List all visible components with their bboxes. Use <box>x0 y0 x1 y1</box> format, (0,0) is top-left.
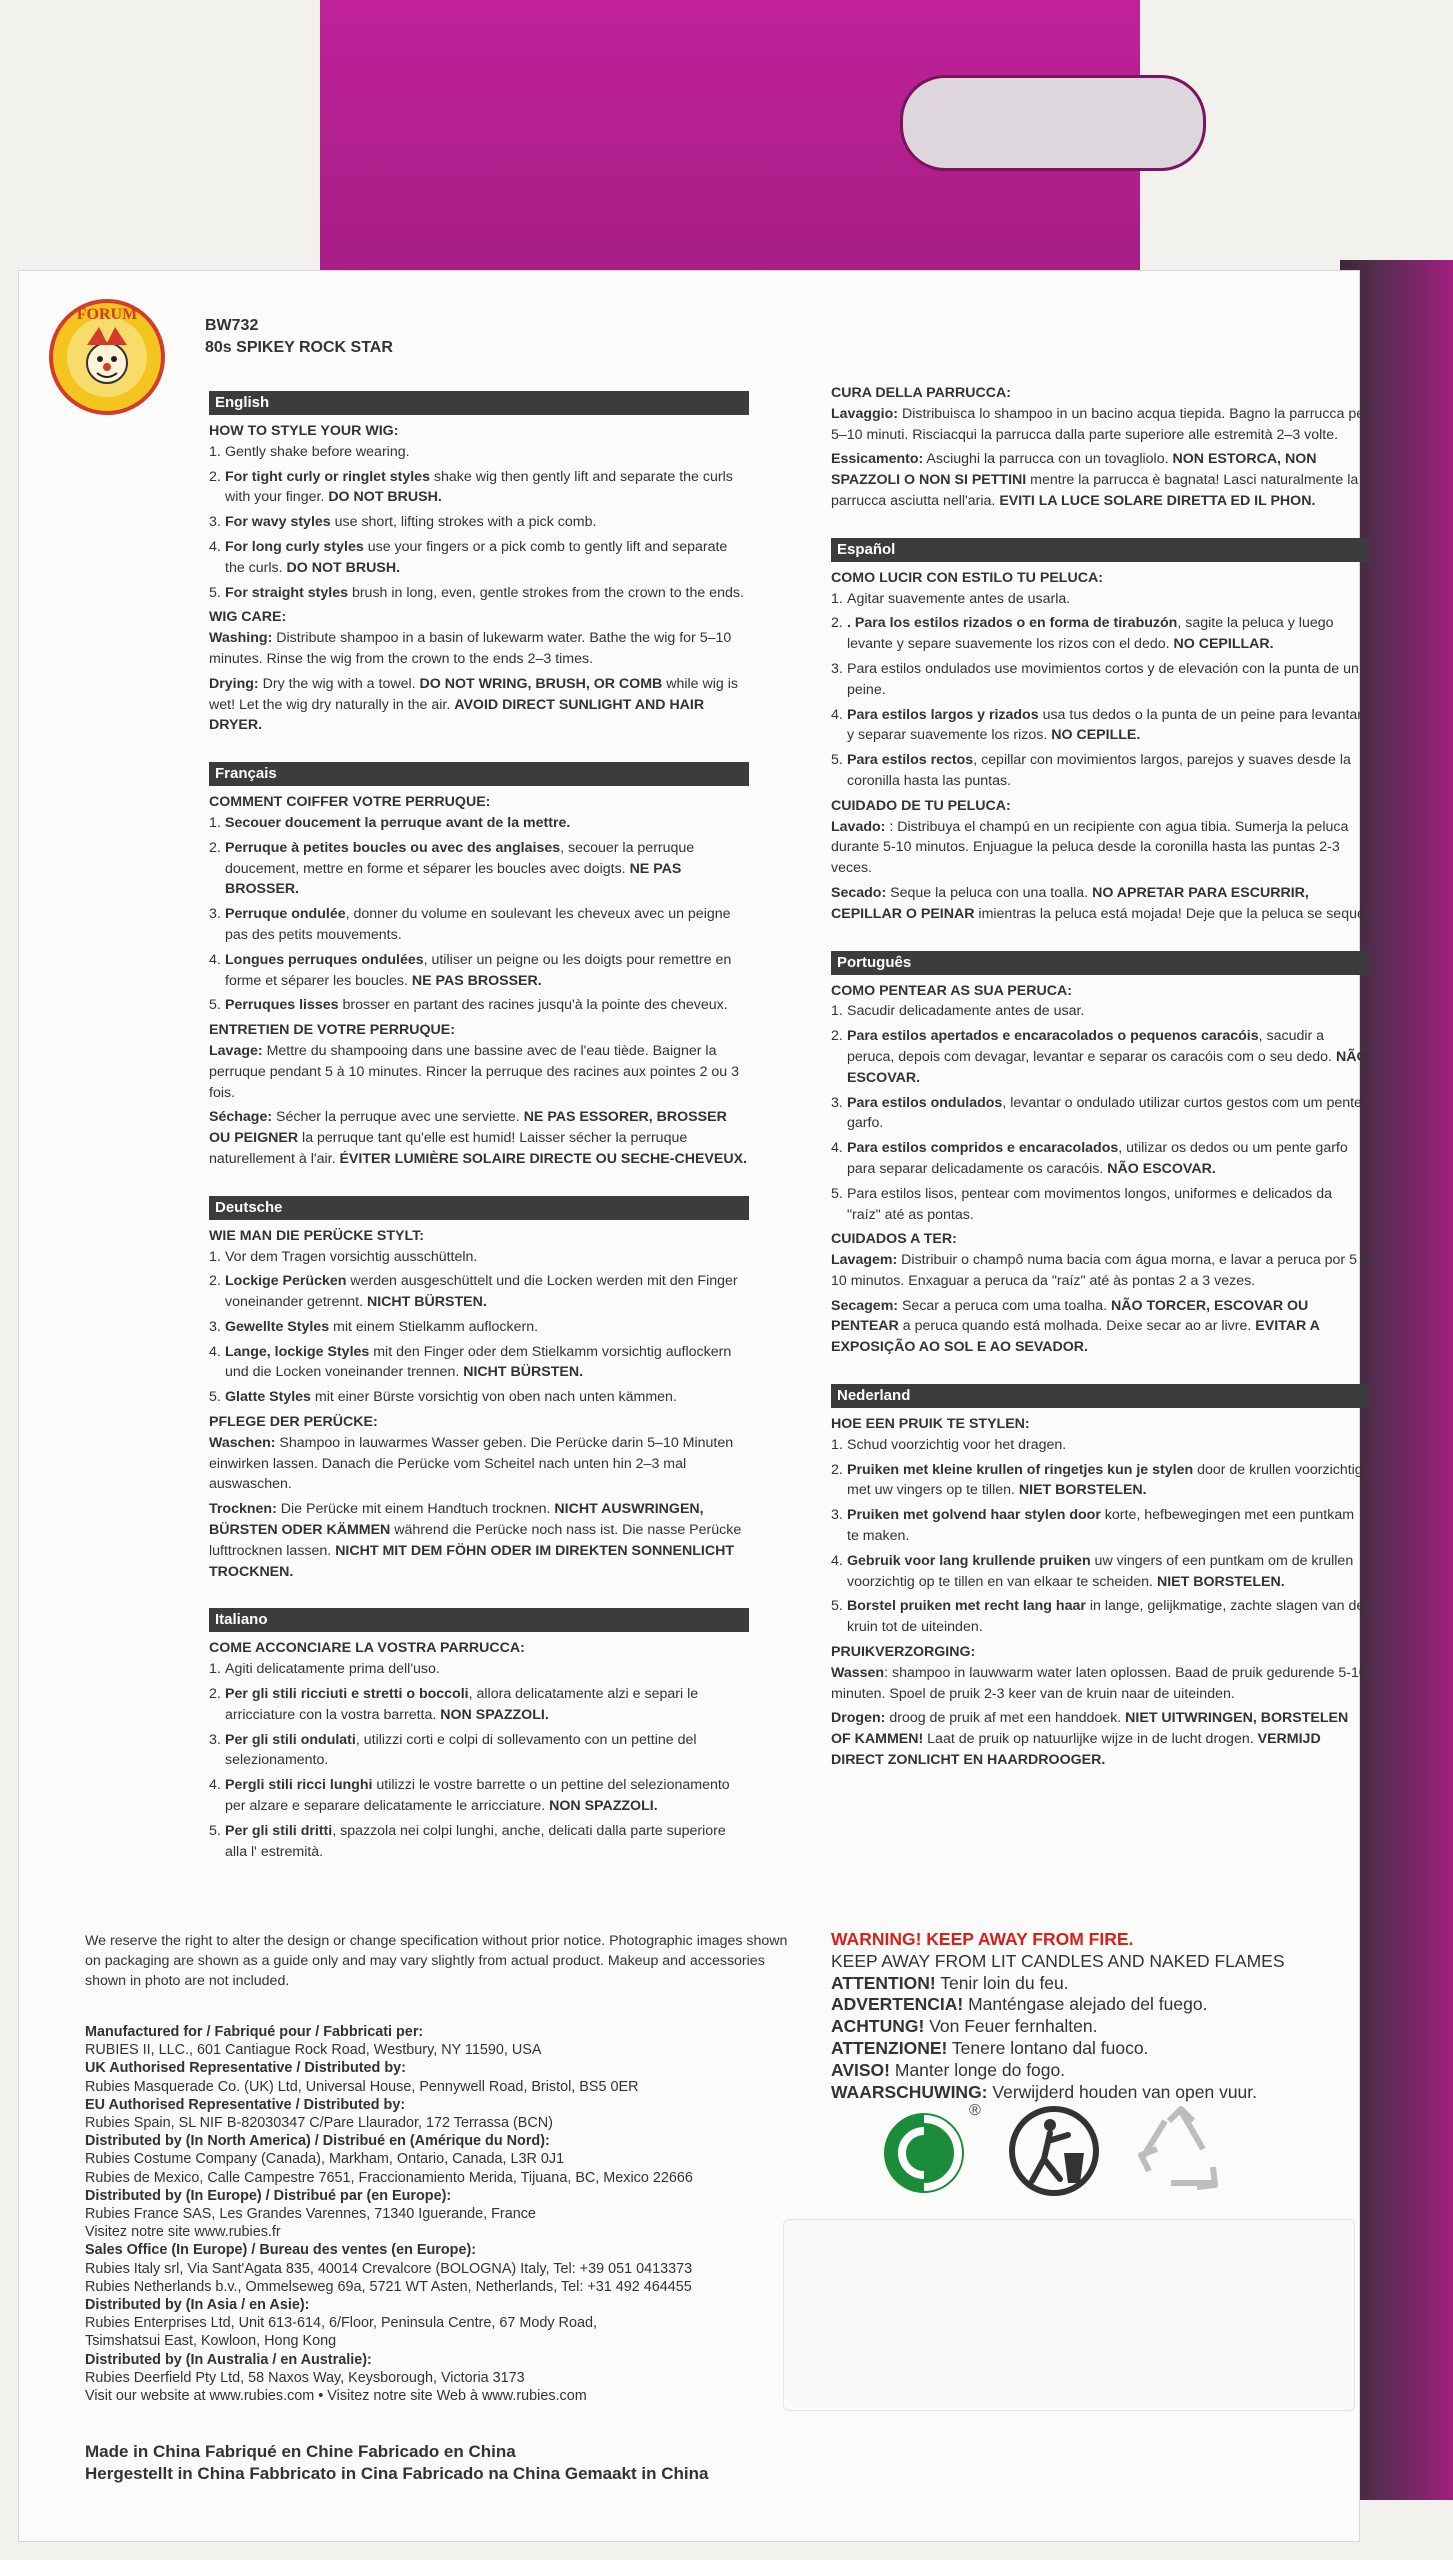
care-text: Seque la peluca con una toalla. <box>886 884 1093 901</box>
green-dot-icon <box>879 2101 979 2201</box>
step-text: , sacudir a peruca, depois com devagar, levantar e separar os caracóis com o seu dedo. <box>847 1028 1336 1065</box>
step-bold: Longues perruques ondulées <box>225 951 424 968</box>
care-warning: NON ESTORCA, NON SPAZZOLI O NON SI PETTINI <box>831 451 1317 489</box>
step-text: , levantar o ondulado utilizar curtos gestos com um pente garfo. <box>847 1094 1362 1132</box>
step-text: Para estilos lisos, pentear com movimentos longos, uniformes e delicados da "raíz" até as pontas. <box>847 1185 1332 1223</box>
warning-label: ATTENTION! <box>831 1972 936 1993</box>
registered-mark: ® <box>969 2102 981 2119</box>
care-label: Drogen: <box>831 1710 886 1727</box>
warning-label: ADVERTENCIA! <box>831 1994 964 2015</box>
instruction-card <box>18 270 1369 2542</box>
step-bold: Para estilos rectos <box>847 752 974 769</box>
style-heading: COME ACCONCIARE LA VOSTRA PARRUCCA: <box>209 1640 525 1657</box>
step-warning: NIET BORSTELEN. <box>1156 1573 1285 1590</box>
disclaimer: We reserve the right to alter the design or change specification without prior notice. Photographic images shown on packaging are shown as a guide only and may vary slightly from actual product. Makeup and accessories shown in photo are not included. <box>85 1933 788 1989</box>
care-label: Essicamento: <box>831 451 924 468</box>
step-bold: Per gli stili ondulati <box>225 1731 356 1748</box>
section-title: English <box>209 391 749 415</box>
warning-text: Tenere lontano dal fuoco. <box>947 2037 1149 2058</box>
step-bold: Para estilos apertados e encaracolados o pequenos caracóis <box>847 1028 1259 1045</box>
warning-label: ACHTUNG! <box>831 2016 925 2037</box>
instruction-step <box>209 1775 749 1817</box>
section-title: Deutsche <box>209 1196 749 1220</box>
step-text: Sacudir delicadamente antes de usar. <box>847 1003 1085 1020</box>
instruction-step <box>209 1659 749 1680</box>
warning-title: WARNING! KEEP AWAY FROM FIRE. <box>831 1929 1134 1949</box>
step-text: , spazzola nei colpi lunghi, anche, delicati dalla parte superiore alla l' estremità. <box>225 1822 726 1860</box>
contact-heading: Distributed by (In Australia / en Australie): <box>85 2351 372 2368</box>
style-heading: COMO PENTEAR AS SUA PERUCA: <box>831 982 1072 999</box>
warning-label: ATTENZIONE! <box>831 2037 948 2058</box>
forum-logo <box>47 297 167 417</box>
instruction-step <box>831 1505 1369 1547</box>
step-number: 2. <box>209 1273 221 1290</box>
care-warning: ÉVITER LUMIÈRE SOLAIRE DIRECTE OU SECHE-CHEVEUX. <box>339 1150 748 1167</box>
step-number: 3. <box>831 1507 843 1524</box>
step-text: Vor dem Tragen vorsichtig ausschütteln. <box>225 1248 478 1265</box>
care-paragraph <box>831 1296 1369 1358</box>
step-bold: Glatte Styles <box>225 1389 311 1406</box>
care-label: Lavage: <box>209 1042 263 1059</box>
step-text: brush in long, even, gentle strokes from the crown to the ends. <box>348 584 744 601</box>
instruction-step <box>831 1001 1369 1022</box>
care-paragraph <box>209 1041 749 1103</box>
step-bold: Perruques lisses <box>225 997 339 1014</box>
instruction-step <box>209 442 749 463</box>
care-paragraph <box>831 1663 1369 1705</box>
instruction-step <box>209 1342 749 1384</box>
step-warning: DO NOT BRUSH. <box>328 489 442 506</box>
care-text: Distribuisca lo shampoo in un bacino acqua tiepida. Bagno la parrucca per 5–10 minuti. Risciacqui la parrucca dalla parte superiore alle estremità 2–3 volte. <box>831 405 1369 443</box>
contact-line: Rubies Enterprises Ltd, Unit 613-614, 6/Floor, Peninsula Centre, 67 Mody Road, <box>85 2315 597 2332</box>
contact-line: Visit our website at www.rubies.com • Visitez notre site Web à www.rubies.com <box>85 2388 587 2405</box>
step-warning: NÃO ESCOVAR. <box>1107 1160 1216 1177</box>
warning-label: AVISO! <box>831 2059 890 2080</box>
section-title: Español <box>831 538 1369 562</box>
care-warning: NE PAS ESSORER, BROSSER OU PEIGNER <box>209 1109 727 1147</box>
care-text: : Distribuya el champú en un recipiente con agua tibia. Sumerja la peluca durante 5-10 minutos. Enjuague la peluca desde la coronilla hasta las puntas 2-3 veces. <box>831 818 1349 877</box>
instruction-step <box>209 467 749 509</box>
style-heading: HOE EEN PRUIK TE STYLEN: <box>831 1416 1030 1433</box>
care-text: Distribute shampoo in a basin of lukewarm water. Bathe the wig for 5–10 minutes. Rinse the wig from the crown to the ends 2–3 times. <box>209 630 732 667</box>
step-number: 2. <box>209 468 221 485</box>
step-warning: NO CEPILLAR. <box>1173 636 1274 653</box>
step-number: 5. <box>831 752 843 769</box>
warning-line <box>831 1994 1351 2016</box>
care-warning: NÃO TORCER, ESCOVAR OU PENTEAR <box>831 1297 1309 1335</box>
contact-line: Rubies Costume Company (Canada), Markham, Ontario, Canada, L3R 0J1 <box>85 2151 565 2168</box>
care-label: Washing: <box>209 630 273 647</box>
step-text: , cepillar con movimientos largos, parejos y suaves desde la coronilla hasta las puntas. <box>847 752 1351 789</box>
care-warning: AVOID DIRECT SUNLIGHT AND HAIR DRYER. <box>209 696 705 734</box>
left-column <box>209 383 749 1866</box>
care-text: : shampoo in lauwwarm water laten oplossen. Baad de pruik gedurende 5-10 minuten. Spoel de pruik 2-3 keer van de kruin naar de uiteinden. <box>831 1664 1367 1702</box>
care-text: Secar a peruca com uma toalha. <box>898 1297 1111 1314</box>
instruction-step <box>831 1138 1369 1180</box>
warning-text: Manténgase alejado del fuego. <box>963 1994 1208 2015</box>
care-text: while wig is wet! Let the wig dry naturally in the air. <box>209 675 738 713</box>
step-text: , utilizzi corti e colpi di sollevamento con un pettine del selezionamento. <box>225 1731 697 1769</box>
care-paragraph <box>209 674 749 736</box>
care-warning: NIET UITWRINGEN, BORSTELEN OF KAMMEN! <box>831 1710 1349 1748</box>
step-text: , allora delicatamente alzi e separi le arricciature con la vostra barretta. <box>225 1686 699 1723</box>
care-heading: CUIDADOS A TER: <box>831 1231 957 1248</box>
step-warning: NE PAS BROSSER. <box>411 972 542 989</box>
care-text: Asciughi la parrucca con un tovagliolo. <box>923 451 1173 468</box>
step-text: , donner du volume en soulevant les cheveux avec un peigne pas des petits mouvements. <box>225 906 731 943</box>
section-title: Português <box>831 951 1369 975</box>
warning-line <box>831 2060 1351 2082</box>
care-text: mentre la parrucca è bagnata! Lasci naturalmente la parrucca asciutta nell'aria. <box>831 472 1359 509</box>
care-label: Secagem: <box>831 1297 899 1314</box>
care-label: Lavagem: <box>831 1252 898 1269</box>
step-warning: NON SPAZZOLI. <box>440 1706 549 1723</box>
step-text: shake wig then gently lift and separate the curls with your finger. <box>225 468 733 506</box>
step-bold: Perruque à petites boucles ou avec des anglaises <box>225 839 561 856</box>
step-text: mit einer Bürste vorsichtig von oben nach unten kämmen. <box>310 1389 677 1406</box>
step-warning: NICHT BÜRSTEN. <box>463 1364 584 1381</box>
step-text: Schud voorzichtig voor het dragen. <box>847 1436 1067 1453</box>
forum-logo-text: FORUM <box>76 306 138 323</box>
step-bold: Per gli stili dritti <box>225 1822 333 1839</box>
care-text: a peruca quando está molhada. Deixe secar ao ar livre. <box>898 1318 1256 1335</box>
step-bold: Para estilos compridos e encaracolados <box>847 1140 1119 1157</box>
care-text: Distribuir o champô numa bacia com água morna, e lavar a peruca por 5 a 10 minutos. Enxaguar a peruca da "raíz" até às pontas 2 a 3 vezes. <box>831 1252 1369 1289</box>
step-number: 1. <box>209 443 221 460</box>
care-text: imientras la peluca está mojada! Deje que la peluca se seque. <box>974 905 1369 922</box>
instruction-step <box>209 512 749 533</box>
warning-text: Manter longe do fogo. <box>890 2059 1066 2080</box>
step-warning: NE PAS BROSSER. <box>225 860 682 898</box>
care-warning: EVITI LA LUCE SOLARE DIRETTA ED IL PHON. <box>999 492 1316 509</box>
step-bold: Para estilos largos y rizados <box>847 706 1039 723</box>
section-portuguese <box>831 951 1369 1359</box>
step-warning: DO NOT BRUSH. <box>286 559 401 576</box>
care-heading: ENTRETIEN DE VOTRE PERRUQUE: <box>209 1022 455 1039</box>
care-heading: WIG CARE: <box>209 609 287 626</box>
step-text: utilizzi le vostre barrette o un pettine del selezionamento per alzare e separare delicatamente le arricciature. <box>225 1777 730 1815</box>
care-paragraph <box>831 1250 1369 1292</box>
instruction-step <box>209 838 749 900</box>
step-number: 3. <box>831 1094 843 1111</box>
contact-heading: Distributed by (In Asia / en Asie): <box>85 2297 310 2314</box>
care-warning: EVITAR A EXPOSIÇÃO AO SOL E AO SEVADOR. <box>831 1318 1320 1356</box>
instruction-step <box>831 659 1369 701</box>
instruction-step <box>209 950 749 992</box>
care-label: Drying: <box>209 675 259 692</box>
care-paragraph <box>209 628 749 670</box>
care-text: Shampoo in lauwarmes Wasser geben. Die Perücke darin 5–10 Minuten einwirken lassen. Danach die Perücke vom Scheitel nach unten hin 2–3 mal auswaschen. <box>209 1434 734 1493</box>
step-bold: Lange, lockige Styles <box>225 1343 370 1360</box>
care-paragraph <box>831 404 1369 446</box>
step-number: 1. <box>209 814 221 831</box>
step-bold: Secouer doucement la perruque avant de la mettre. <box>225 814 571 831</box>
care-text: la perruque tant qu'elle est humid! Laisser sécher la perruque naturellement à l'air. <box>209 1130 688 1167</box>
warning-text: Tenir loin du feu. <box>935 1972 1069 1993</box>
step-bold: Borstel pruiken met recht lang haar <box>847 1598 1086 1615</box>
contact-line: Tsimshatsui East, Kowloon, Hong Kong <box>85 2333 337 2350</box>
step-text: brosser en partant des racines jusqu'à la pointe des cheveux. <box>338 997 728 1014</box>
contact-line: Visitez notre site www.rubies.fr <box>85 2224 281 2241</box>
instruction-step <box>831 613 1369 655</box>
price-sticker <box>783 2219 1355 2411</box>
care-text: während die Perücke noch nass ist. Die nasse Perücke lufttrocknen lassen. <box>209 1522 742 1559</box>
step-bold: For long curly styles <box>225 538 364 555</box>
care-label: Wassen <box>831 1664 885 1681</box>
step-number: 1. <box>209 1661 221 1678</box>
care-text: Mettre du shampooing dans une bassine avec de l'eau tiède. Baigner la perruque pendant 5 à 10 minutes. Rincer la perruque des racines aux pointes 2 ou 3 fois. <box>209 1042 740 1101</box>
fire-warning <box>831 1929 1351 2103</box>
care-text: Dry the wig with a towel. <box>258 675 420 692</box>
care-heading: PFLEGE DER PERÜCKE: <box>209 1414 378 1431</box>
step-bold: Gebruik voor lang krullende pruiken <box>847 1552 1091 1569</box>
step-number: 4. <box>209 1343 221 1360</box>
care-heading: CUIDADO DE TU PELUCA: <box>831 797 1011 814</box>
step-bold: . Para los estilos rizados o en forma de tirabuzón <box>847 615 1178 632</box>
section-italian-care <box>831 383 1369 512</box>
care-text: Die Perücke mit einem Handtuch trocknen. <box>276 1501 555 1518</box>
contact-line: Rubies Deerfield Pty Ltd, 58 Naxos Way, Keysborough, Victoria 3173 <box>85 2369 525 2386</box>
step-bold: Per gli stili ricciuti e stretti o boccoli <box>225 1686 469 1703</box>
section-italian <box>209 1608 749 1862</box>
made-in-line: Made in China Fabriqué en Chine Fabricado en China <box>85 2442 516 2461</box>
step-number: 1. <box>831 590 843 607</box>
instruction-step <box>831 1460 1369 1502</box>
step-text: korte, hefbewegingen met een puntkam te maken. <box>847 1507 1355 1545</box>
step-number: 2. <box>831 1028 843 1045</box>
step-number: 5. <box>209 584 221 601</box>
warning-subtitle: KEEP AWAY FROM LIT CANDLES AND NAKED FLAMES <box>831 1950 1285 1971</box>
step-warning: NON SPAZZOLI. <box>549 1798 658 1815</box>
section-english <box>209 391 749 736</box>
care-label: Waschen: <box>209 1434 276 1451</box>
care-paragraph <box>209 1107 749 1169</box>
step-number: 5. <box>209 997 221 1014</box>
step-text: use your fingers or a pick comb to gently lift and separate the curls. <box>225 538 728 576</box>
step-bold: Pruiken met kleine krullen of ringetjes kun je stylen <box>847 1461 1194 1478</box>
care-paragraph <box>831 1708 1369 1770</box>
step-text: use short, lifting strokes with a pick comb. <box>330 514 597 531</box>
warning-line <box>831 1973 1351 1995</box>
step-number: 3. <box>209 1731 221 1748</box>
instruction-step <box>209 583 749 604</box>
step-text: Agiti delicatamente prima dell'uso. <box>225 1661 440 1678</box>
step-warning: NIET BORSTELEN. <box>1018 1482 1147 1499</box>
step-number: 2. <box>209 839 221 856</box>
step-text: door de krullen voorzichtig met uw vingers op te tillen. <box>847 1461 1363 1499</box>
step-warning: NO CEPILLE. <box>1051 727 1141 744</box>
style-heading: COMMENT COIFFER VOTRE PERRUQUE: <box>209 794 491 811</box>
care-paragraph <box>831 449 1369 511</box>
warning-text: Von Feuer fernhalten. <box>924 2016 1098 2037</box>
distributor-contacts <box>85 2023 805 2405</box>
hang-hole <box>900 75 1206 171</box>
care-paragraph <box>209 1499 749 1582</box>
instruction-step <box>831 1093 1369 1135</box>
step-number: 1. <box>831 1436 843 1453</box>
style-heading: HOW TO STYLE YOUR WIG: <box>209 423 399 439</box>
instruction-step <box>831 1551 1369 1593</box>
care-heading: CURA DELLA PARRUCCA: <box>831 385 1011 401</box>
step-text: , utiliser un peigne ou les doigts pour remettre en forme et séparer les boucles. <box>225 951 732 989</box>
step-number: 4. <box>831 1140 843 1157</box>
contact-heading: EU Authorised Representative / Distributed by: <box>85 2096 406 2113</box>
instruction-step <box>209 813 749 834</box>
step-bold: Para estilos ondulados <box>847 1094 1003 1111</box>
warning-text: Verwijderd houden van open vuur. <box>987 2081 1258 2102</box>
step-bold: For tight curly or ringlet styles <box>225 468 430 485</box>
style-heading: WIE MAN DIE PERÜCKE STYLT: <box>209 1227 424 1244</box>
step-number: 4. <box>831 706 843 723</box>
step-bold: Perruque ondulée <box>225 906 346 923</box>
step-number: 2. <box>831 615 843 632</box>
care-warning: DO NOT WRING, BRUSH, OR COMB <box>419 675 663 692</box>
care-warning: NO APRETAR PARA ESCURRIR, CEPILLAR O PEINAR <box>831 884 1309 922</box>
section-title: Italiano <box>209 1608 749 1632</box>
step-bold: Pergli stili ricci lunghi <box>225 1777 373 1794</box>
step-number: 5. <box>209 1389 221 1406</box>
care-text: Laat de pruik op natuurlijke wijze in de lucht drogen. <box>923 1731 1258 1748</box>
warning-line <box>831 2038 1351 2060</box>
instruction-step <box>831 750 1369 792</box>
step-text: in lange, gelijkmatige, zachte slagen van de kruin tot de uiteinden. <box>847 1598 1365 1636</box>
step-number: 5. <box>831 1598 843 1615</box>
step-text: usa tus dedos o la punta de un peine para levantar y separar suavemente los rizos. <box>847 706 1363 744</box>
contact-heading: UK Authorised Representative / Distributed by: <box>85 2060 406 2077</box>
instruction-step <box>209 1730 749 1772</box>
instruction-step <box>831 589 1369 610</box>
instruction-step <box>209 1247 749 1268</box>
step-number: 2. <box>209 1686 221 1703</box>
care-warning: VERMIJD DIRECT ZONLICHT EN HAARDROOGER. <box>831 1731 1321 1769</box>
care-warning: NICHT MIT DEM FÖHN ODER IM DIREKTEN SONNENLICHT TROCKNEN. <box>209 1542 735 1580</box>
care-text: Sécher la perruque avec une serviette. <box>272 1109 524 1126</box>
contact-heading: Manufactured for / Fabriqué pour / Fabbricati per: <box>85 2024 424 2040</box>
step-text: Para estilos ondulados use movimientos cortos y de elevación con la punta de un peine. <box>847 660 1359 698</box>
care-heading: PRUIKVERZORGING: <box>831 1644 976 1661</box>
contact-heading: Distributed by (In Europe) / Distribué par (en Europe): <box>85 2187 452 2204</box>
step-text: mit den Finger oder dem Stielkamm vorsichtig auflockern und die Locken voneinander trennen. <box>225 1343 732 1381</box>
step-bold: Lockige Perücken <box>225 1273 347 1290</box>
style-heading: COMO LUCIR CON ESTILO TU PELUCA: <box>831 569 1103 586</box>
step-warning: NICHT BÜRSTEN. <box>366 1294 487 1311</box>
step-bold: Pruiken met golvend haar stylen door <box>847 1507 1101 1524</box>
step-text: , sagite la peluca y luego levante y separe suavemente los rizos con el dedo. <box>847 615 1334 653</box>
contact-line: Rubies Spain, SL NIF B-82030347 C/Pare Llaurador, 172 Terrassa (BCN) <box>85 2115 553 2132</box>
product-name: 80s SPIKEY ROCK STAR <box>205 339 393 356</box>
step-bold: Gewellte Styles <box>225 1318 330 1335</box>
care-label: Trocknen: <box>209 1501 277 1518</box>
step-number: 5. <box>209 1822 221 1839</box>
care-paragraph <box>831 817 1369 879</box>
care-label: Lavado: <box>831 818 886 835</box>
care-label: Séchage: <box>209 1109 273 1126</box>
contact-line: RUBIES II, LLC., 601 Cantiague Rock Road, Westbury, NY 11590, USA <box>85 2042 542 2059</box>
step-warning: NÃO ESCOVAR. <box>847 1048 1368 1086</box>
section-german <box>209 1196 749 1583</box>
step-number: 3. <box>209 906 221 923</box>
step-number: 1. <box>831 1003 843 1020</box>
step-number: 3. <box>831 660 843 677</box>
hanger-tab <box>320 0 1140 278</box>
instruction-step <box>209 904 749 946</box>
step-number: 1. <box>209 1248 221 1265</box>
section-title: Nederland <box>831 1384 1369 1408</box>
tidyman-icon <box>1004 2101 1104 2201</box>
contact-line: Rubies Italy srl, Via Sant'Agata 835, 40014 Crevalcore (BOLOGNA) Italy, Tel: +39 051 0413373 <box>85 2260 693 2277</box>
contact-line: Rubies de Mexico, Calle Campestre 7651, Fraccionamiento Merida, Tijuana, BC, Mexico 22666 <box>85 2169 693 2186</box>
step-number: 4. <box>209 538 221 555</box>
step-text: werden ausgeschüttelt und die Locken werden mit den Finger voneinander getrennt. <box>225 1273 738 1311</box>
section-title: Français <box>209 762 749 786</box>
contact-line: Rubies Masquerade Co. (UK) Ltd, Universal House, Pennywell Road, Bristol, BS5 0ER <box>85 2078 639 2095</box>
step-text: Agitar suavemente antes de usarla. <box>847 590 1071 607</box>
product-code: BW732 <box>205 317 259 334</box>
care-paragraph <box>831 883 1369 925</box>
step-number: 3. <box>209 514 221 531</box>
section-spanish <box>831 538 1369 925</box>
contact-heading: Distributed by (In North America) / Distribué en (Amérique du Nord): <box>85 2133 550 2150</box>
instruction-step <box>831 1026 1369 1088</box>
step-number: 2. <box>831 1461 843 1478</box>
instruction-step <box>209 1821 749 1863</box>
step-bold: For straight styles <box>225 584 348 601</box>
step-text: , secouer la perruque doucement, mettre en forme et séparer les boucles avec doigts. <box>225 839 695 877</box>
warning-line <box>831 2016 1351 2038</box>
care-text: droog de pruik af met een handdoek. <box>885 1710 1126 1727</box>
instruction-step <box>831 1184 1369 1226</box>
instruction-step <box>209 1387 749 1408</box>
step-text: , utilizar os dedos ou um pente garfo para separar delicadamente os caracóis. <box>847 1140 1348 1177</box>
instruction-step <box>209 1317 749 1338</box>
care-label: Secado: <box>831 884 887 901</box>
contact-heading: Sales Office (In Europe) / Bureau des ventes (en Europe): <box>85 2242 477 2259</box>
warning-label: WAARSCHUWING: <box>831 2081 988 2102</box>
step-text: mit einem Stielkamm auflockern. <box>329 1318 539 1335</box>
care-paragraph <box>209 1433 749 1495</box>
contact-line: Rubies France SAS, Les Grandes Varennes, 71340 Iguerande, France <box>85 2206 536 2223</box>
made-in-line: Hergestellt in China Fabbricato in Cina Fabricado na China Gemaakt in China <box>85 2464 709 2483</box>
step-number: 4. <box>209 1777 221 1794</box>
care-label: Lavaggio: <box>831 405 899 422</box>
recycle-icon <box>1131 2101 1231 2201</box>
instruction-step <box>209 1684 749 1726</box>
instruction-step <box>831 1596 1369 1638</box>
step-number: 4. <box>209 951 221 968</box>
step-text: Gently shake before wearing. <box>225 443 410 460</box>
step-text: uw vingers of een puntkam om de krullen voorzichtig op te tillen en van elkaar te scheiden. <box>847 1552 1354 1590</box>
section-french <box>209 762 749 1170</box>
instruction-step <box>209 995 749 1016</box>
instruction-step <box>209 1271 749 1313</box>
section-dutch <box>831 1384 1369 1771</box>
step-number: 5. <box>831 1185 843 1202</box>
instruction-step <box>209 537 749 579</box>
right-column <box>831 381 1369 1775</box>
step-bold: For wavy styles <box>225 514 331 531</box>
instruction-step <box>831 705 1369 747</box>
step-number: 4. <box>831 1552 843 1569</box>
contact-line: Rubies Netherlands b.v., Ommelseweg 69a, 5721 WT Asten, Netherlands, Tel: +31 492 464455 <box>85 2278 692 2295</box>
care-warning: NICHT AUSWRINGEN, BÜRSTEN ODER KÄMMEN <box>209 1501 704 1539</box>
instruction-step <box>831 1435 1369 1456</box>
made-in <box>85 2441 865 2485</box>
step-number: 3. <box>209 1318 221 1335</box>
